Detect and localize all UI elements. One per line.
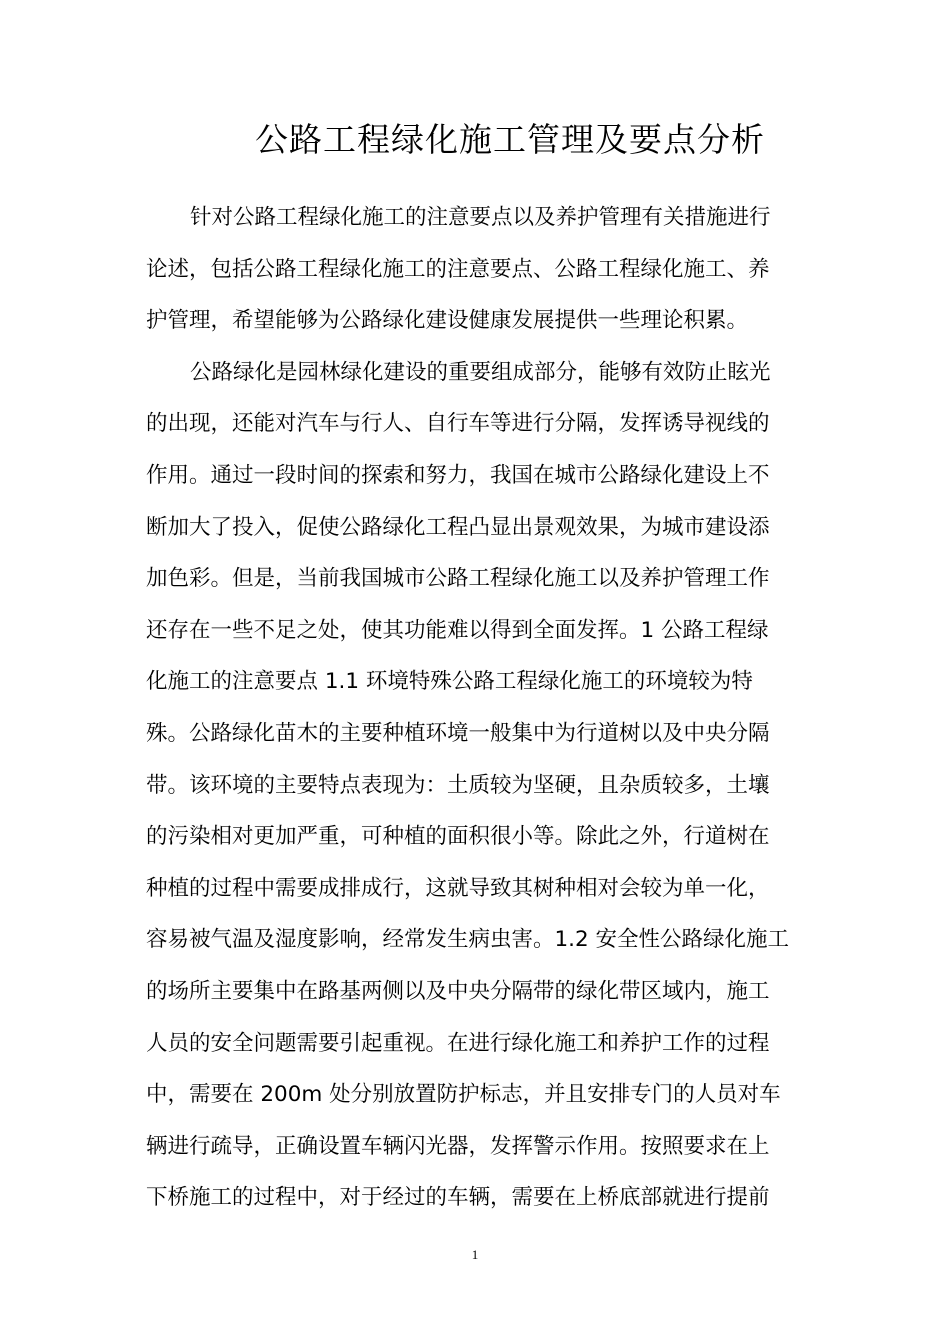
paragraph-line: 殊。公路绿化苗木的主要种植环境一般集中为行道树以及中央分隔 <box>146 720 770 746</box>
paragraph-line: 下桥施工的过程中，对于经过的车辆，需要在上桥底部就进行提前 <box>146 1185 770 1211</box>
page-number: 1 <box>471 1247 479 1262</box>
paragraph-line: 人员的安全问题需要引起重视。在进行绿化施工和养护工作的过程 <box>146 1030 770 1056</box>
paragraph-line: 的场所主要集中在路基两侧以及中央分隔带的绿化带区域内，施工 <box>146 978 770 1004</box>
paragraph-line: 护管理，希望能够为公路绿化建设健康发展提供一些理论积累。 <box>146 308 749 334</box>
paragraph-line: 中，需要在 200m 处分别放置防护标志，并且安排专门的人员对车 <box>146 1082 781 1108</box>
paragraph-line: 种植的过程中需要成排成行，这就导致其树种相对会较为单一化， <box>146 875 770 901</box>
paragraph-line: 断加大了投入，促使公路绿化工程凸显出景观效果，为城市建设添 <box>146 514 770 540</box>
paragraph-line: 公路绿化是园林绿化建设的重要组成部分，能够有效防止眩光 <box>190 359 771 385</box>
paragraph-line: 作用。通过一段时间的探索和努力，我国在城市公路绿化建设上不 <box>146 462 770 488</box>
paragraph-line: 加色彩。但是，当前我国城市公路工程绿化施工以及养护管理工作 <box>146 566 770 592</box>
paragraph-line: 容易被气温及湿度影响，经常发生病虫害。1.2 安全性公路绿化施工 <box>146 927 790 953</box>
paragraph-line: 辆进行疏导，正确设置车辆闪光器，发挥警示作用。按照要求在上 <box>146 1133 770 1159</box>
paragraph-line: 的出现，还能对汽车与行人、自行车等进行分隔，发挥诱导视线的 <box>146 411 770 437</box>
document-body <box>146 192 806 1224</box>
paragraph-line: 带。该环境的主要特点表现为：土质较为坚硬，且杂质较多，土壤 <box>146 772 770 798</box>
paragraph-line: 针对公路工程绿化施工的注意要点以及养护管理有关措施进行 <box>190 205 771 230</box>
paragraph-line: 化施工的注意要点 1.1 环境特殊公路工程绿化施工的环境较为特 <box>146 669 753 695</box>
document-title: 公路工程绿化施工管理及要点分析 <box>255 120 765 159</box>
paragraph-line: 论述，包括公路工程绿化施工的注意要点、公路工程绿化施工、养 <box>146 256 770 282</box>
paragraph-line: 还存在一些不足之处，使其功能难以得到全面发挥。1 公路工程绿 <box>146 617 769 643</box>
paragraph-line: 的污染相对更加严重，可种植的面积很小等。除此之外，行道树在 <box>146 824 770 850</box>
